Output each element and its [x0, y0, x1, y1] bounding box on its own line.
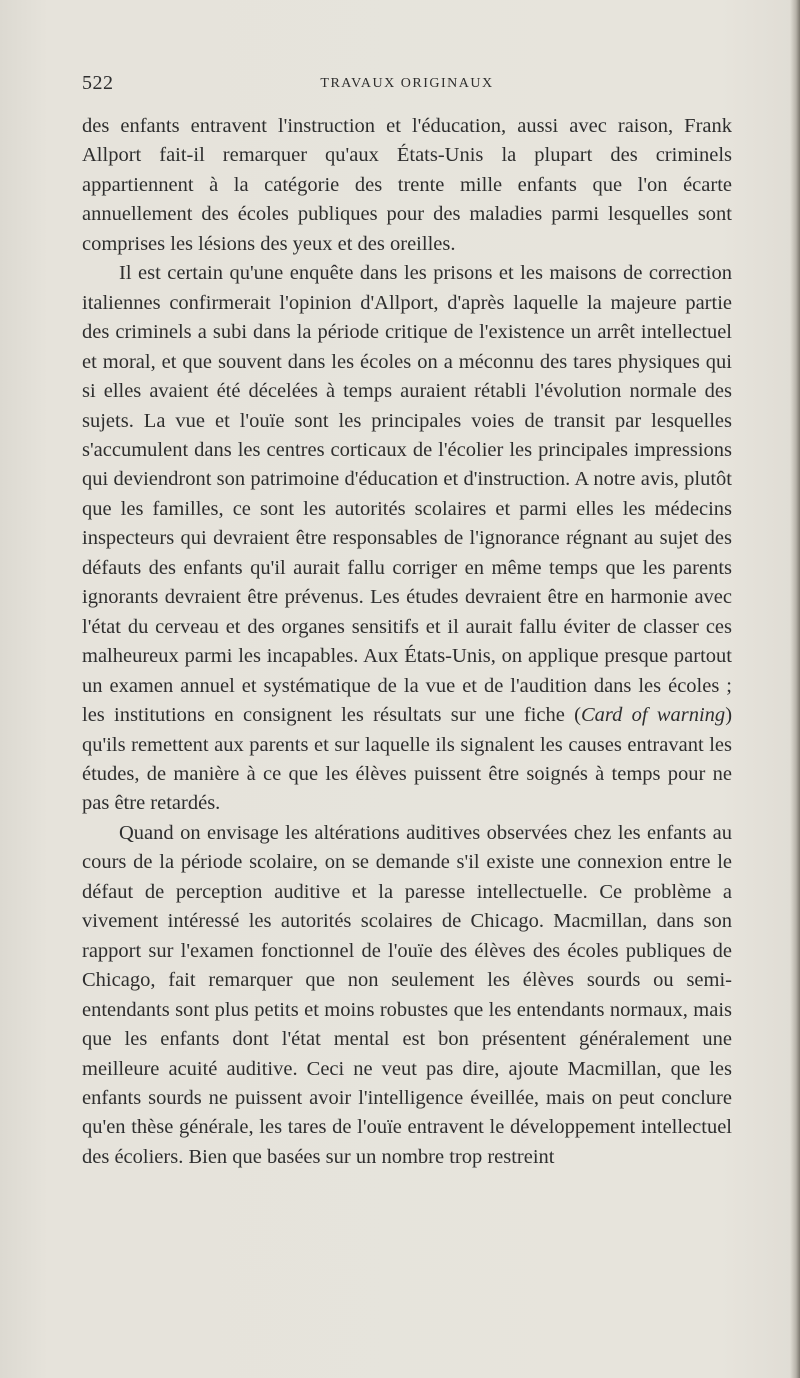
paragraph-2 — [82, 259, 732, 819]
page-header — [82, 72, 732, 102]
paragraph-3 — [82, 819, 732, 1172]
paragraph-text: Quand on envisage les altérations auditives observées chez les enfants au cours de la période scolaire, on se demande s'il existe une connexion entre le défaut de perception auditive et la paresse intellectuelle. Ce problème a vivement intéressé les autorités scolaires de Chicago. Macmillan, dans son rapport sur l'examen fonctionnel de l'ouïe des élèves des écoles publiques de Chicago, fait remarquer que non seulement les élèves sourds ou semi-entendants sont plus petits et moins robustes que les entendants normaux, mais que les enfants dont l'état mental est bon présentent généralement une meilleure acuité auditive. Ceci ne veut pas dire, ajoute Macmillan, que les enfants sourds ne puissent avoir l'intelligence éveillée, mais on peut conclure qu'en thèse générale, les tares de l'ouïe entravent le développement intellectuel des écoliers. Bien que basées sur un nombre trop restreint — [82, 821, 732, 1168]
running-title: TRAVAUX ORIGINAUX — [320, 76, 494, 91]
paragraph-text: des enfants entravent l'instruction et l'éducation, aussi avec raison, Frank Allport fait-il remarquer qu'aux États-Unis la plupart des criminels appartiennent à la catégorie des trente mille enfants que l'on écarte annuellement des écoles publiques pour des maladies parmi lesquelles sont comprises les lésions des yeux et des oreilles. — [82, 115, 732, 255]
paragraph-1 — [82, 112, 732, 259]
paragraph-text: Il est certain qu'une enquête dans les prisons et les maisons de correction italiennes confirmerait l'opinion d'Allport, d'après laquelle la majeure partie des criminels a subi dans la période critique de l'existence un arrêt intellectuel et moral, et que souvent dans les écoles on a méconnu des tares physiques qui si elles avaient été décelées à temps auraient rétabli l'évolution normale des sujets. La vue et l'ouïe sont les principales voies de transit par lesquelles s'accumulent dans les centres corticaux de l'écolier les principales impressions qui deviendront son patrimoine d'éducation et d'instruction. A notre avis, plutôt que les familles, ce sont les autorités scolaires et parmi elles les médecins inspecteurs qui devraient être responsables de l'ignorance régnant au sujet des défauts des enfants qu'il aurait fallu corriger en même temps que les parents ignorants devraient être prévenus. Les études devraient être en harmonie avec l'état du cerveau et des organes sensitifs et il aurait fallu éviter de classer ces malheureux parmi les incapables. Aux États-Unis, on applique presque partout un examen annuel et systématique de la vue et de l'audition dans les écoles ; les institutions en consignent les résultats sur une fiche ( — [82, 262, 732, 727]
italic-title-card-of-warning: Card of warning — [580, 704, 726, 727]
paragraph-text: ) qu'ils remettent aux parents et sur laquelle ils signalent les causes entravant les études, de manière à ce que les élèves puissent être soignés à temps pour ne pas être retardés. — [82, 704, 733, 815]
body-text — [82, 112, 732, 1172]
page-number: 522 — [82, 72, 114, 94]
page-edge-shadow — [790, 0, 800, 1378]
